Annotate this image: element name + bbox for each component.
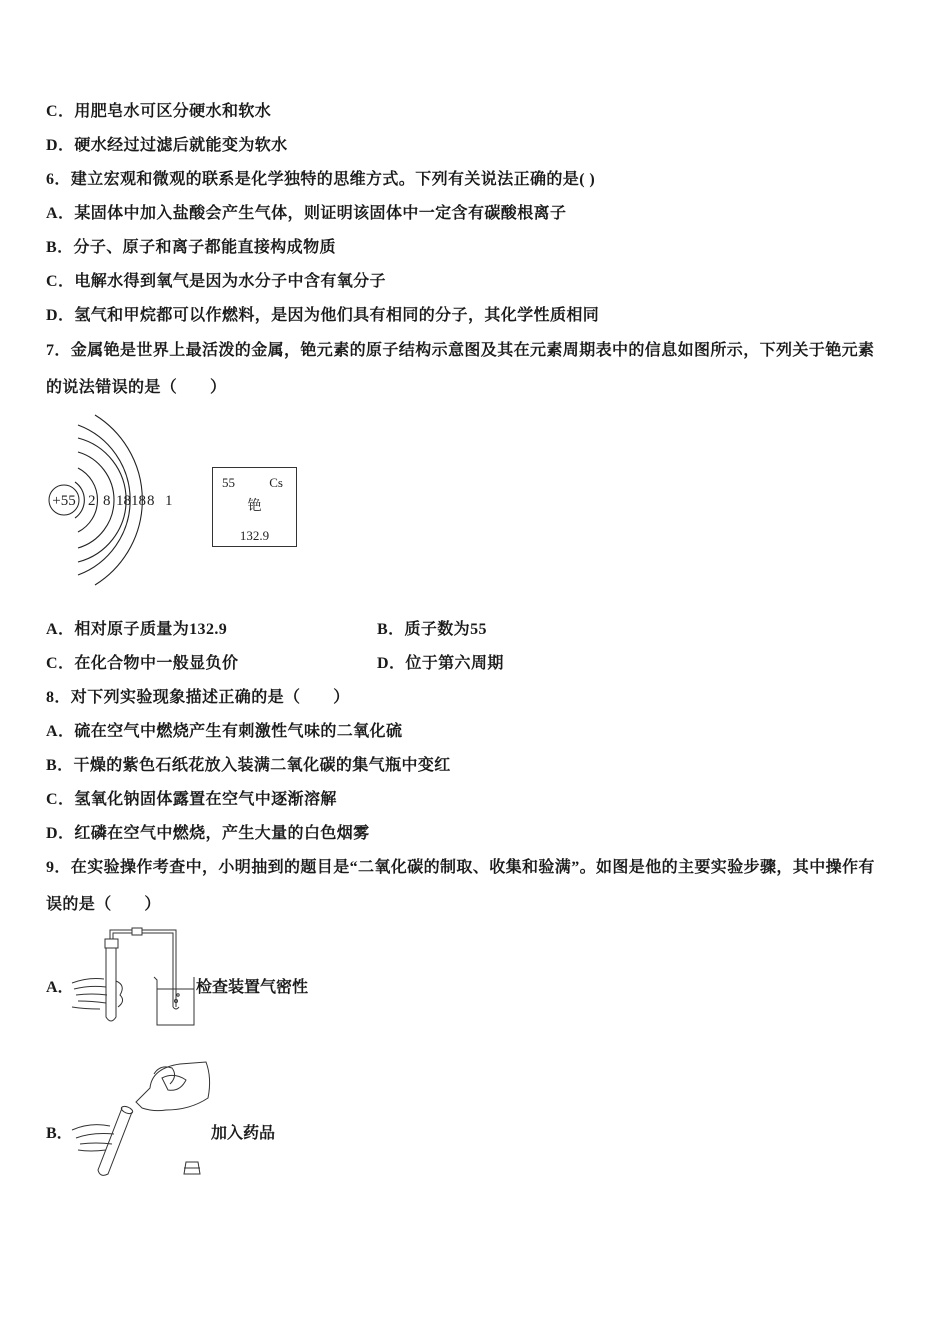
airtightness-check-illustration <box>70 925 200 1030</box>
nucleus-charge: +55 <box>52 493 76 509</box>
q7-option-b: B．质子数为55 <box>377 621 487 638</box>
q8-option-b: B．干燥的紫色石纸花放入装满二氧化碳的集气瓶中变红 <box>46 757 451 774</box>
q9-option-b-text: 加入药品 <box>211 1125 276 1142</box>
q8-option-d: D．红磷在空气中燃烧，产生大量的白色烟雾 <box>46 825 370 842</box>
q6-option-c: C．电解水得到氧气是因为水分子中含有氧分子 <box>46 273 386 290</box>
q7-stem-line2: 的说法错误的是（ ） <box>46 379 227 396</box>
hand-thumb <box>116 981 123 1007</box>
q8-option-c: C．氢氧化钠固体露置在空气中逐渐溶解 <box>46 791 337 808</box>
test-tube <box>106 948 116 1021</box>
q6-option-b: B．分子、原子和离子都能直接构成物质 <box>46 239 336 256</box>
rubber-tube-joint <box>132 928 142 935</box>
tilted-test-tube <box>98 1108 132 1175</box>
q7-option-a: A．相对原子质量为132.9 <box>46 621 228 638</box>
q7-option-d: D．位于第六周期 <box>377 655 504 672</box>
periodic-table-cell-cesium <box>212 467 297 547</box>
q7-stem-line1: 7．金属铯是世界上最活泼的金属，铯元素的原子结构示意图及其在元素周期表中的信息如图所示，下列关于铯元素 <box>46 342 875 359</box>
q6-option-d: D．氢气和甲烷都可以作燃料，是因为他们具有相同的分子，其化学性质相同 <box>46 307 600 324</box>
hand-holding-tube <box>72 1125 114 1151</box>
shell-electrons-5: 8 <box>147 493 155 509</box>
q5-option-d: D．硬水经过过滤后就能变为软水 <box>46 137 288 154</box>
q6-option-a: A．某固体中加入盐酸会产生气体，则证明该固体中一定含有碳酸根离子 <box>46 205 567 222</box>
atomic-mass: 132.9 <box>239 528 270 543</box>
q9-option-a-text: 检查装置气密性 <box>196 979 309 996</box>
element-symbol: Cs <box>269 475 283 490</box>
shell-electrons-2: 8 <box>103 493 111 509</box>
shell-electrons-3: 18 <box>116 493 131 509</box>
q9-stem-line1: 9．在实验操作考查中，小明抽到的题目是“二氧化碳的制取、收集和验满”。如图是他的主要实验步骤，其中操作有 <box>46 859 875 876</box>
q6-stem: 6．建立宏观和微观的联系是化学独特的思维方式。下列有关说法正确的是( ) <box>46 171 596 188</box>
q7-option-c: C．在化合物中一般显负价 <box>46 655 239 672</box>
q9-stem-line2: 误的是（ ） <box>46 896 161 913</box>
hand-fingers <box>72 979 107 1010</box>
q8-option-a: A．硫在空气中燃烧产生有刺激性气味的二氧化硫 <box>46 723 403 740</box>
rubber-stopper <box>105 939 118 948</box>
shell-electrons-1: 2 <box>88 493 96 509</box>
q9-option-b-label: B． <box>46 1125 73 1142</box>
cesium-atom-structure-diagram <box>40 410 190 590</box>
atomic-number: 55 <box>222 475 235 490</box>
q5-option-c: C．用肥皂水可区分硬水和软水 <box>46 103 272 120</box>
adding-reagent-illustration <box>70 1058 215 1183</box>
q9-option-a-label: A． <box>46 979 74 996</box>
electron-shell-arc-1 <box>75 482 84 518</box>
shell-electrons-6: 1 <box>165 493 173 509</box>
element-name: 铯 <box>247 499 262 514</box>
shell-electrons-4: 18 <box>131 493 146 509</box>
q8-stem: 8．对下列实验现象描述正确的是（ ） <box>46 689 350 706</box>
